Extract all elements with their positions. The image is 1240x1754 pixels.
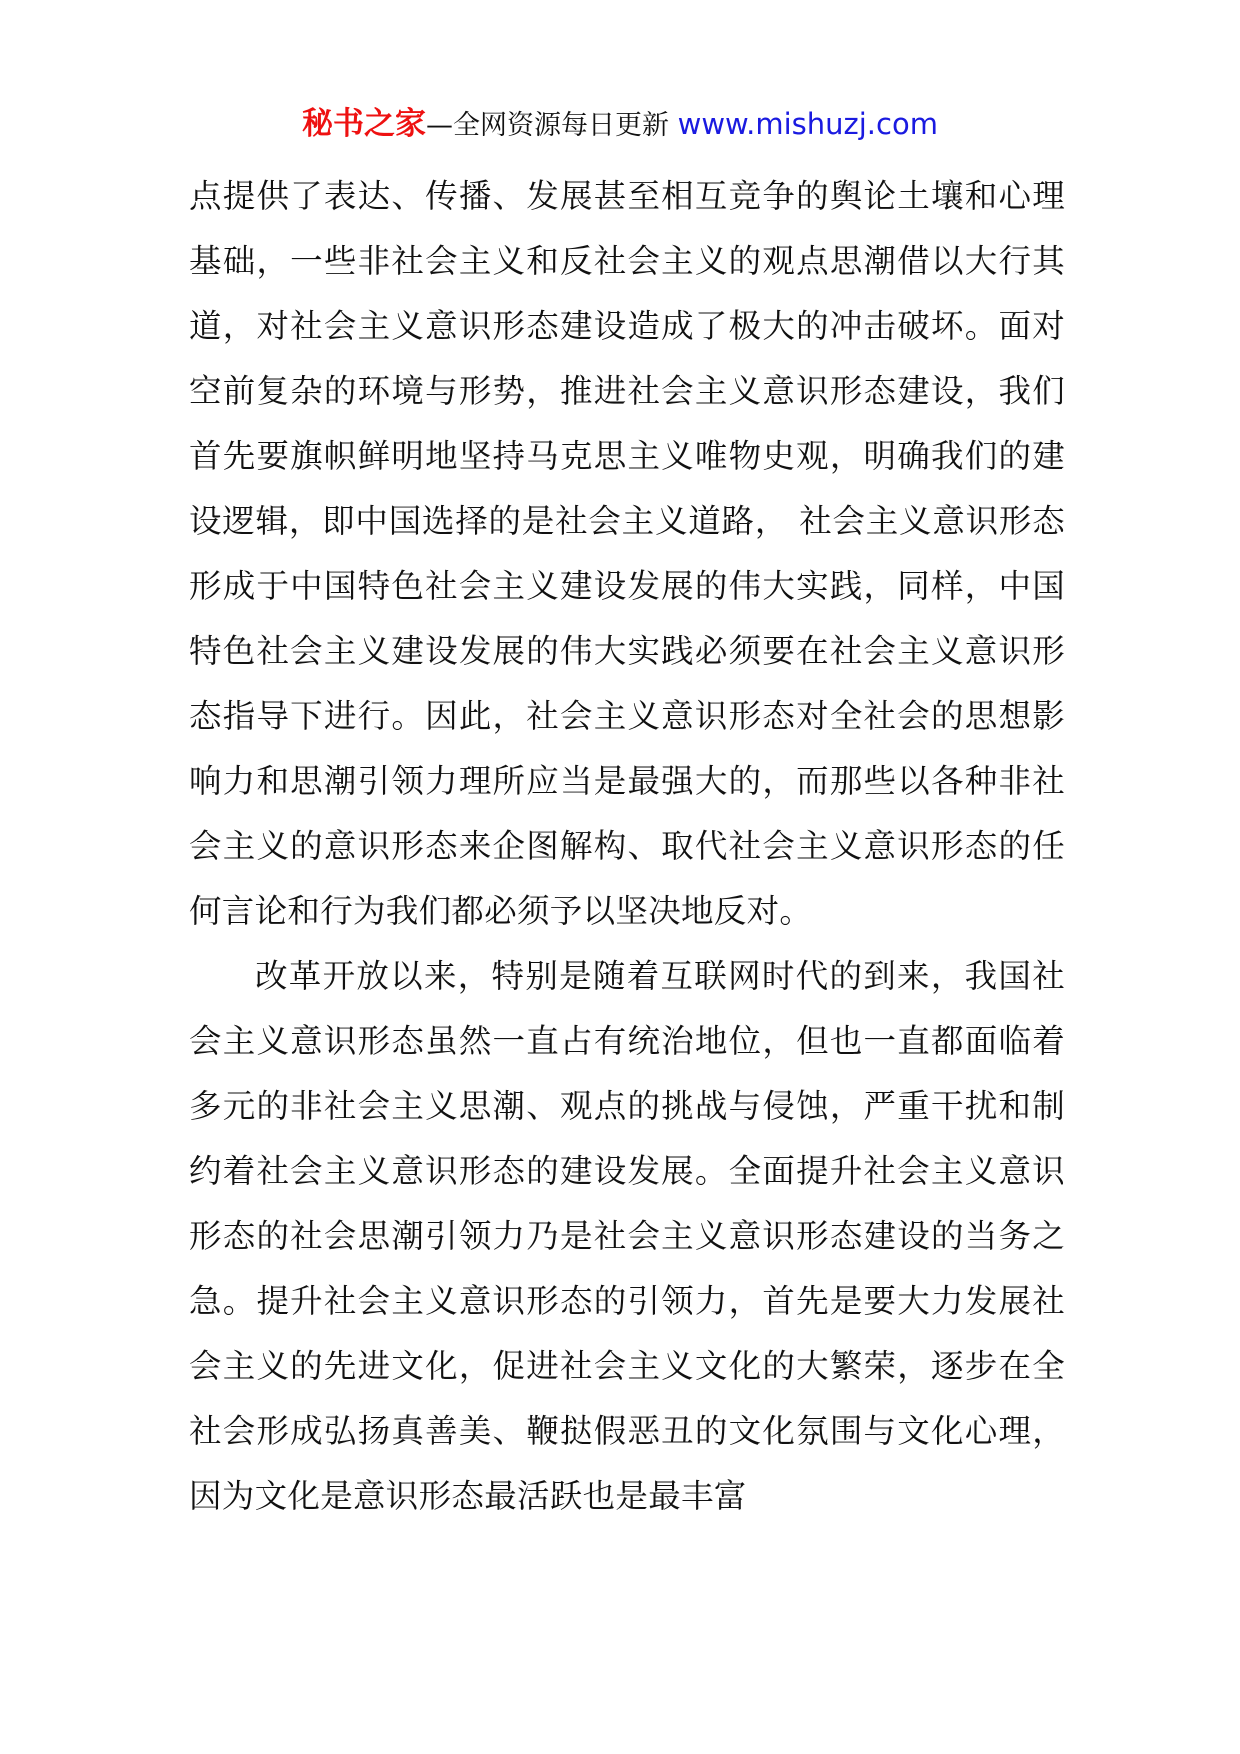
document-body [189,164,1065,1529]
brand-name: 秘书之家 [302,106,427,142]
header-tagline: —全网资源每日更新 [426,110,678,141]
paragraph-1: 点提供了表达、传播、发展甚至相互竞争的舆论土壤和心理基础，一些非社会主义和反社会主义的观点思潮借以大行其道，对社会主义意识形态建设造成了极大的冲击破坏。面对空前复杂的环境与形势，推进社会主义意识形态建设，我们首先要旗帜鲜明地坚持马克思主义唯物史观，明确我们的建设逻辑，即中国选择的是社会主义道路， 社会主义意识形态形成于中国特色社会主义建设发展的伟大实践，同样，中国特色社会主义建设发展的伟大实践必须要在社会主义意识形态指导下进行。因此，社会主义意识形态对全社会的思想影响力和思潮引领力理所应当是最强大的，而那些以各种非社会主义的意识形态来企图解构、取代社会主义意识形态的任何言论和行为我们都必须予以坚决地反对。 [189,177,1065,930]
paragraph-2: 改革开放以来，特别是随着互联网时代的到来，我国社会主义意识形态虽然一直占有统治地位，但也一直都面临着多元的非社会主义思潮、观点的挑战与侵蚀，严重干扰和制约着社会主义意识形态的建设发展。全面提升社会主义意识形态的社会思潮引领力乃是社会主义意识形态建设的当务之急。提升社会主义意识形态的引领力，首先是要大力发展社会主义的先进文化，促进社会主义文化的大繁荣，逐步在全社会形成弘扬真善美、鞭挞假恶丑的文化氛围与文化心理，因为文化是意识形态最活跃也是最丰富 [189,957,1065,1515]
page-header [0,102,1240,151]
site-url-link[interactable]: www.mishuzj.com [677,107,938,141]
